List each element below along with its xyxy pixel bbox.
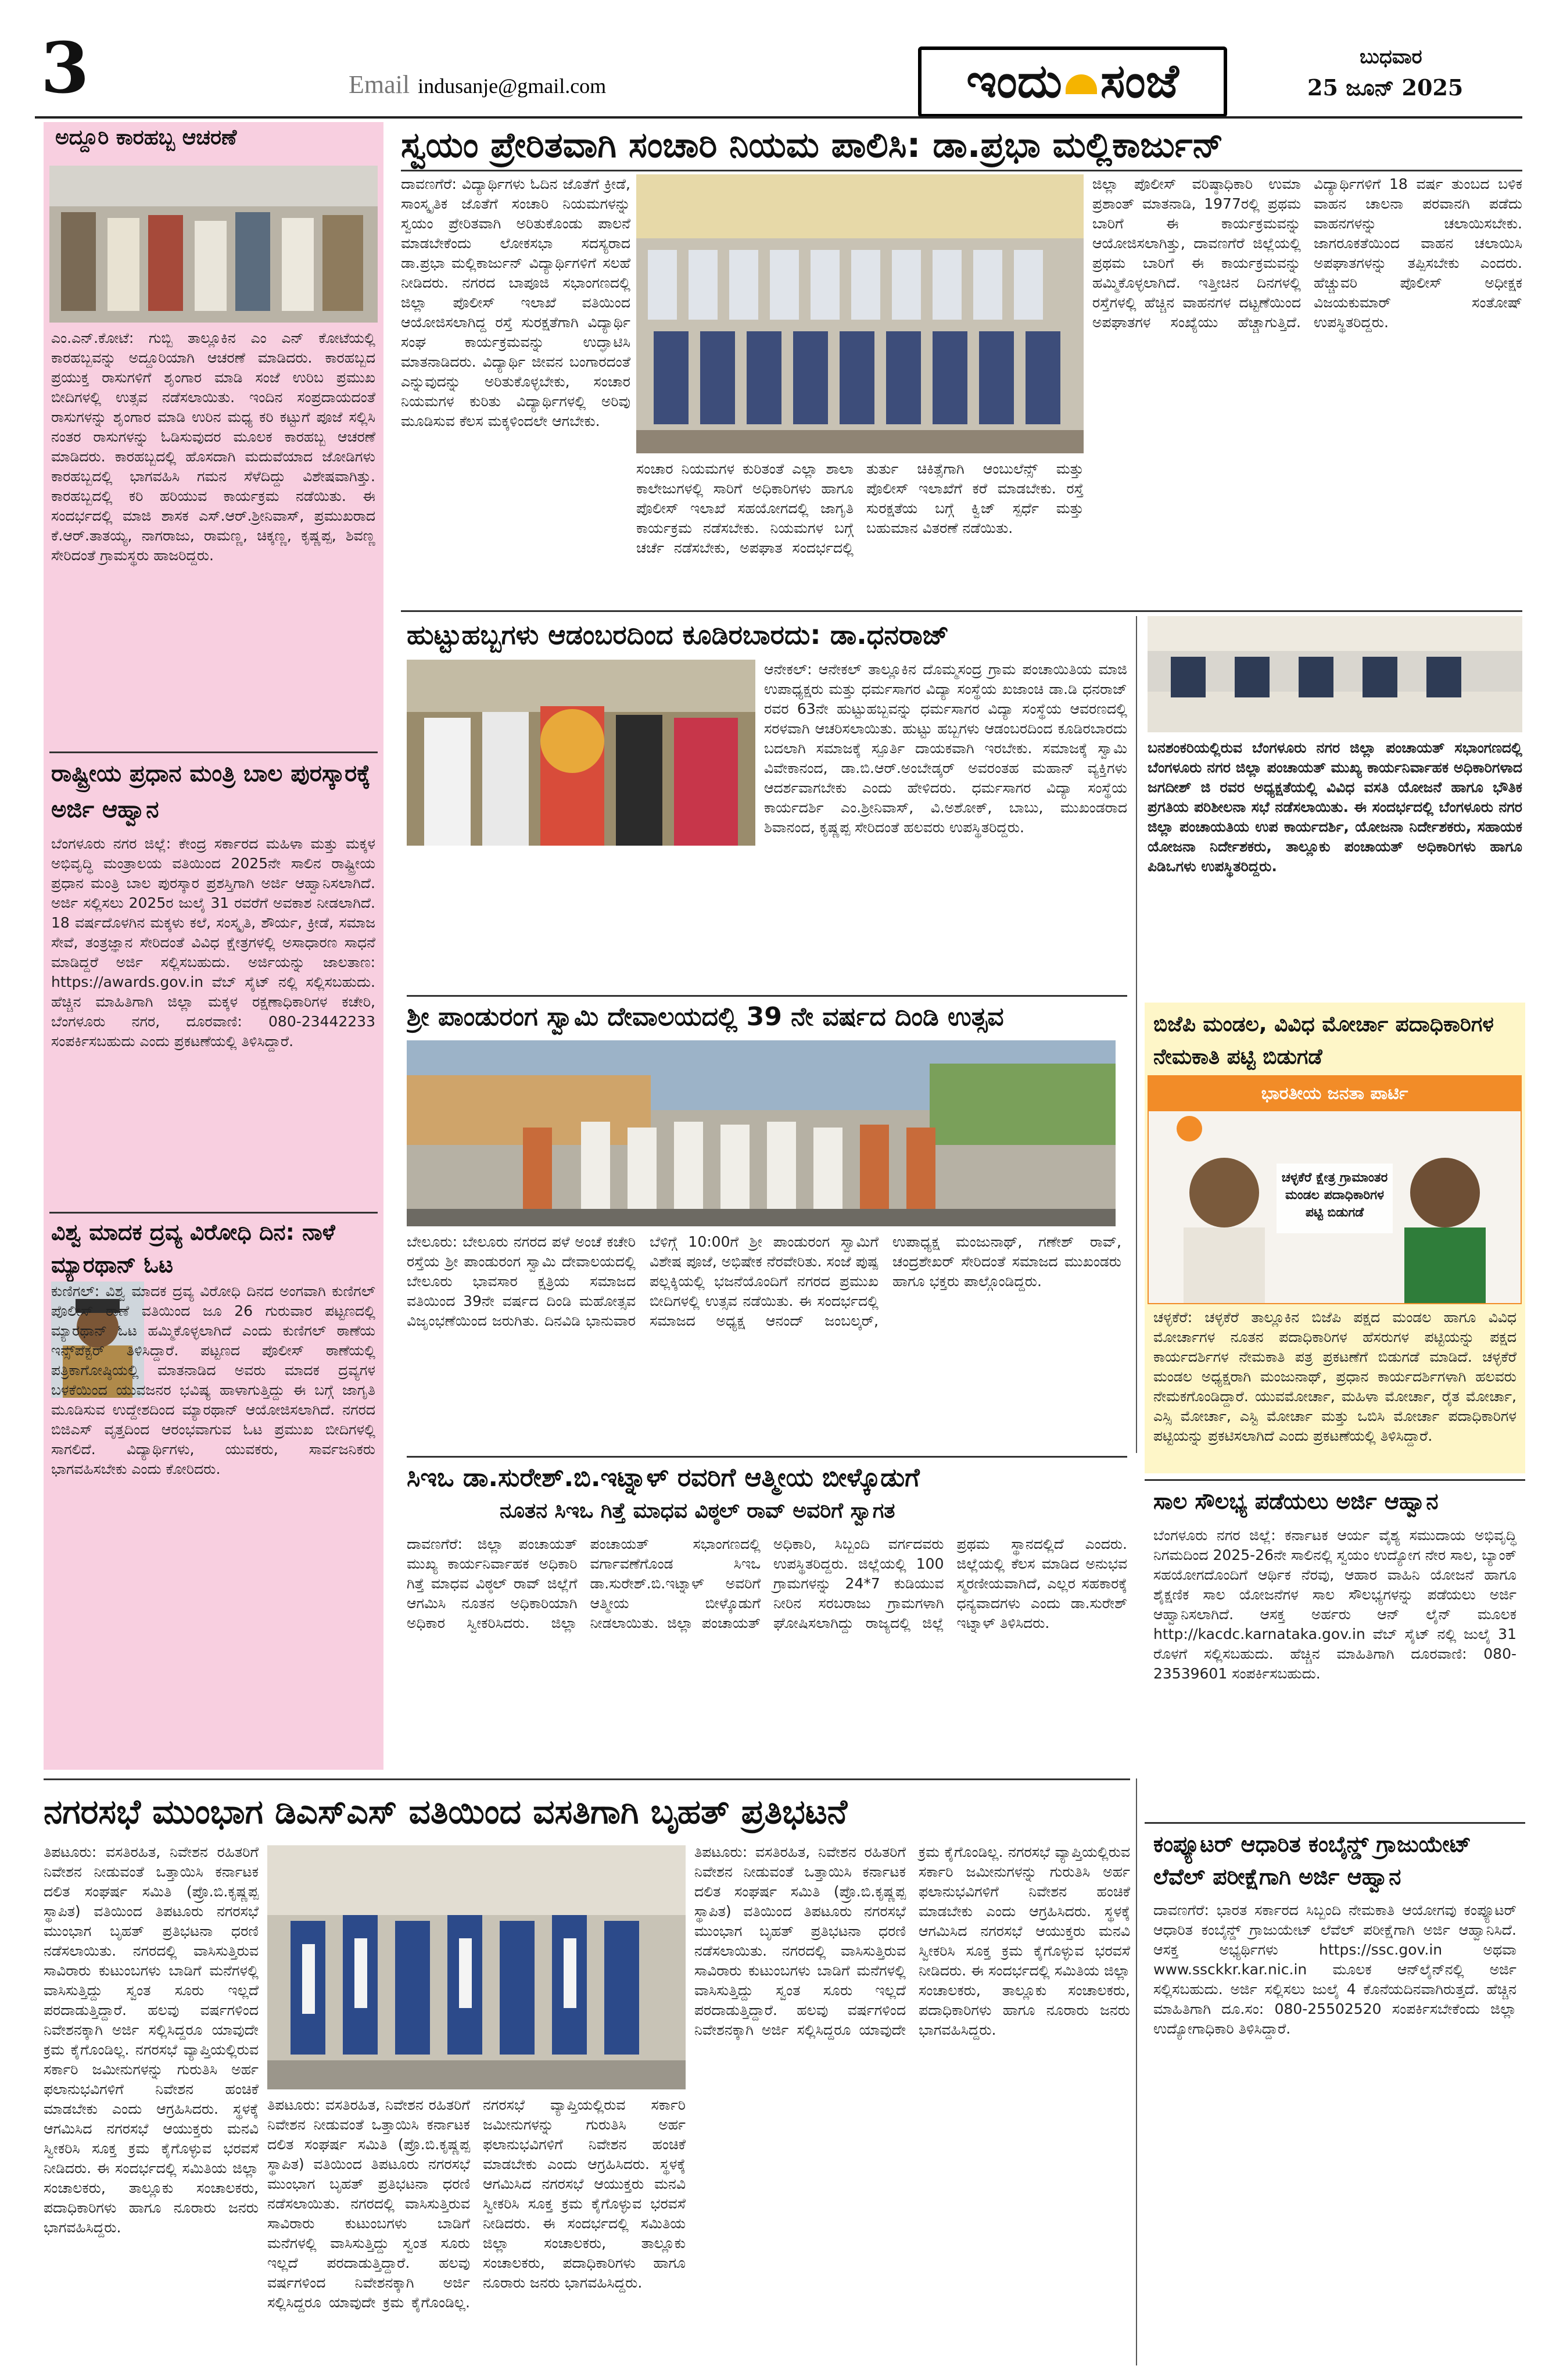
story4-headline: ಸಿಇಒ ಡಾ.ಸುರೇಶ್.ಬಿ.ಇಟ್ನಾಳ್ ರವರಿಗೆ ಆತ್ಮೀಯ ಬೀಳ್ಕೊಡುಗೆ (407, 1463, 920, 1493)
lead-headline: ಸ್ವಯಂ ಪ್ರೇರಿತವಾಗಿ ಸಂಚಾರಿ ನಿಯಮ ಪಾಲಿಸಿ: ಡಾ.ಪ್ರಭಾ ಮಲ್ಲಿಕಾರ್ಜುನ್ (401, 125, 1224, 166)
bottom-photo (267, 1845, 686, 2089)
left-story2-body: ಬೆಂಗಳೂರು ನಗರ ಜಿಲ್ಲೆ: ಕೇಂದ್ರ ಸರ್ಕಾರದ ಮಹಿಳಾ ಮತ್ತು ಮಕ್ಕಳ ಅಭಿವೃದ್ಧಿ ಮಂತ್ರಾಲಯ ವತಿಯಿಂದ 2025ನೇ ಸಾಲಿನ ರಾಷ್ಟ್ರೀಯ ಪ್ರಧಾನ ಮಂತ್ರಿ ಬಾಲ ಪುರಸ್ಕಾರ ಪ್ರಶಸ್ತಿಗಾಗಿ ಅರ್ಜಿ ಆಹ್ವಾನಿಸಲಾಗಿದೆ. ಅರ್ಜಿ ಸಲ್ಲಿಸಲು 2025ರ ಜುಲೈ 31 ರವರೆಗೆ ಅವಕಾಶ ನೀಡಲಾಗಿದೆ. 18 ವರ್ಷದೊಳಗಿನ ಮಕ್ಕಳು ಕಲೆ, ಸಂಸ್ಕೃತಿ, ಶೌರ್ಯ, ಕ್ರೀಡೆ, ಸಮಾಜ ಸೇವೆ, ತಂತ್ರಜ್ಞಾನ ಸೇರಿದಂತೆ ವಿವಿಧ ಕ್ಷೇತ್ರಗಳಲ್ಲಿ ಅಸಾಧಾರಣ ಸಾಧನೆ ಮಾಡಿದ್ದರೆ ಅರ್ಜಿ ಸಲ್ಲಿಸಬಹುದು. ಅರ್ಜಿಯನ್ನು ಜಾಲತಾಣ: https://awards.gov.in ವೆಬ್ ಸೈಟ್ ನಲ್ಲಿ ಸಲ್ಲಿಸಬಹುದು. ಹೆಚ್ಚಿನ ಮಾಹಿತಿಗಾಗಿ ಜಿಲ್ಲಾ ಮಕ್ಕಳ ರಕ್ಷಣಾಧಿಕಾರಿಗಳ ಕಚೇರಿ, ಬೆಂಗಳೂರು ನಗರ, ದೂರವಾಣಿ: 080-23442233 ಸಂಪರ್ಕಿಸಬಹುದು ಎಂದು ಪ್ರಕಟಣೆಯಲ್ಲಿ ತಿಳಿಸಿದ್ದಾರೆ. (51, 835, 375, 1050)
lead-body-left: ದಾವಣಗೆರೆ: ವಿದ್ಯಾರ್ಥಿಗಳು ಓದಿನ ಜೊತೆಗೆ ಕ್ರೀಡೆ, ಸಾಂಸ್ಕೃತಿಕ ಜೊತೆಗೆ ಸಂಚಾರಿ ನಿಯಮಗಳನ್ನು ಸ್ವಯಂ ಪ್ರೇರಿತವಾಗಿ ಅರಿತುಕೊಂಡು ಪಾಲನೆ ಮಾಡಬೇಕೆಂದು ಲೋಕಸಭಾ ಸದಸ್ಯರಾದ ಡಾ.ಪ್ರಭಾ ಮಲ್ಲಿಕಾರ್ಜುನ್ ವಿದ್ಯಾರ್ಥಿಗಳಿಗೆ ಸಲಹೆ ನೀಡಿದರು. ನಗರದ ಬಾಪೂಜಿ ಸಭಾಂಗಣದಲ್ಲಿ ಜಿಲ್ಲಾ ಪೊಲೀಸ್ ಇಲಾಖೆ ವತಿಯಿಂದ ಆಯೋಜಿಸಲಾಗಿದ್ದ ರಸ್ತೆ ಸುರಕ್ಷತೆಗಾಗಿ ವಿದ್ಯಾರ್ಥಿ ಸಂಘ ಕಾರ್ಯಕ್ರಮವನ್ನು ಉದ್ಘಾಟಿಸಿ ಮಾತನಾಡಿದರು. ವಿದ್ಯಾರ್ಥಿ ಜೀವನ ಬಂಗಾರದಂತೆ ಎನ್ನುವುದನ್ನು ಅರಿತುಕೊಳ್ಳಬೇಕು, ಸಂಚಾರ ನಿಯಮಗಳ ಕುರಿತು ವಿದ್ಯಾರ್ಥಿಗಳಲ್ಲಿ ಅರಿವು ಮೂಡಿಸುವ ಕೆಲಸ ಮಕ್ಕಳಿಂದಲೇ ಆಗಬೇಕು. (401, 176, 630, 430)
header-rule (35, 116, 1522, 119)
email-address[interactable]: indusanje@gmail.com (418, 74, 607, 98)
story3-body: ಬೇಲೂರು: ಬೇಲೂರು ನಗರದ ಪಳೆ ಅಂಚೆ ಕಚೇರಿ ರಸ್ತೆಯ ಶ್ರೀ ಪಾಂಡುರಂಗ ಸ್ವಾಮಿ ದೇವಾಲಯದಲ್ಲಿ ಬೇಲೂರು ಭಾವಸಾರ ಕ್ಷತ್ರಿಯ ಸಮಾಜದ ವತಿಯಿಂದ 39ನೇ ವರ್ಷದ ದಿಂಡಿ ಮಹೋತ್ಸವ ವಿಜೃಂಭಣೆಯಿಂದ ಜರುಗಿತು. ದಿನವಿಡಿ ಭಾನುವಾರ ಬೆಳಿಗ್ಗೆ 10:00ಗೆ ಶ್ರೀ ಪಾಂಡುರಂಗ ಸ್ವಾಮಿಗೆ ವಿಶೇಷ ಪೂಜೆ, ಅಭಿಷೇಕ ನೆರವೇರಿತು. ಸಂಜೆ ಪುಷ್ಪ ಪಲ್ಲಕ್ಕಿಯಲ್ಲಿ ಭಜನೆಯೊಂದಿಗೆ ನಗರದ ಪ್ರಮುಖ ಬೀದಿಗಳಲ್ಲಿ ಉತ್ಸವ ನಡೆಯಿತು. ಈ ಸಂದರ್ಭದಲ್ಲಿ ಸಮಾಜದ ಅಧ್ಯಕ್ಷ ಆನಂದ್ ಜಂಬಲ್ಕರ್, ಉಪಾಧ್ಯಕ್ಷ ಮಂಜುನಾಥ್, ಗಣೇಶ್ ರಾವ್, ಚಂದ್ರಶೇಖರ್ ಸೇರಿದಂತೆ ಸಮಾಜದ ಮುಖಂಡರು ಹಾಗೂ ಭಕ್ತರು ಪಾಲ್ಗೊಂಡಿದ್ದರು. (407, 1233, 1121, 1329)
right-story2-body: ಚಳ್ಳಕೆರೆ: ಚಳ್ಳಕೆರೆ ತಾಲ್ಲೂಕಿನ ಬಿಜೆಪಿ ಪಕ್ಷದ ಮಂಡಲ ಹಾಗೂ ವಿವಿಧ ಮೋರ್ಚಾಗಳ ನೂತನ ಪದಾಧಿಕಾರಿಗಳ ಹೆಸರುಗಳ ಪಟ್ಟಿಯನ್ನು ಪಕ್ಷದ ಕಾರ್ಯದರ್ಶಿಗಳ ನೇಮಕಾತಿ ಪತ್ರ ಪ್ರಕಟಣೆಗೆ ಬಿಡುಗಡೆ ಮಾಡಿದೆ. ಚಳ್ಳಕೆರೆ ಮಂಡಲ ಅಧ್ಯಕ್ಷರಾಗಿ ಮಂಜುನಾಥ್, ಪ್ರಧಾನ ಕಾರ್ಯದರ್ಶಿಗಳಾಗಿ ಹಲವರು ನೇಮಕಗೊಂಡಿದ್ದಾರೆ. ಯುವಮೋರ್ಚಾ, ಮಹಿಳಾ ಮೋರ್ಚಾ, ರೈತ ಮೋರ್ಚಾ, ಎಸ್ಸಿ ಮೋರ್ಚಾ, ಎಸ್ಟಿ ಮೋರ್ಚಾ ಮತ್ತು ಒಬಿಸಿ ಮೋರ್ಚಾ ಪದಾಧಿಕಾರಿಗಳ ಪಟ್ಟಿಯನ್ನು ಪ್ರಕಟಿಸಲಾಗಿದೆ ಎಂದು ಪ್ರಕಟಣೆಯಲ್ಲಿ ತಿಳಿಸಿದ್ದಾರೆ. (1153, 1309, 1516, 1444)
story4-subhead: ನೂತನ ಸಿಇಒ ಗಿತ್ತೆ ಮಾಧವ ವಿಠ್ಠಲ್ ರಾವ್ ಅವರಿಗೆ ಸ್ವಾಗತ (500, 1499, 895, 1523)
divider (44, 1778, 1130, 1780)
bjp-photo-caption: ಚಳ್ಳಕೆರೆ ಕ್ಷೇತ್ರ ಗ್ರಾಮಾಂತರ ಮಂಡಲ ಪದಾಧಿಕಾರಿಗಳ ಪಟ್ಟಿ ಬಿಡುಗಡೆ (1281, 1171, 1388, 1220)
email-line (349, 70, 606, 99)
email-label: Email (349, 70, 410, 99)
divider (1145, 1822, 1525, 1824)
masthead-logo (918, 46, 1227, 117)
left-story2-title: ರಾಷ್ಟ್ರೀಯ ಪ್ರಧಾನ ಮಂತ್ರಿ ಬಾಲ ಪುರಸ್ಕಾರಕ್ಕೆ ಅರ್ಜಿ ಆಹ್ವಾನ (51, 760, 371, 823)
story3-headline: ಶ್ರೀ ಪಾಂಡುರಂಗ ಸ್ವಾಮಿ ದೇವಾಲಯದಲ್ಲಿ 39 ನೇ ವರ್ಷದ ದಿಂಡಿ ಉತ್ಸವ (407, 1002, 1004, 1032)
divider (401, 170, 1522, 171)
bottom-body-right: ತಿಪಟೂರು: ವಸತಿರಹಿತ, ನಿವೇಶನ ರಹಿತರಿಗೆ ನಿವೇಶನ ನೀಡುವಂತೆ ಒತ್ತಾಯಿಸಿ ಕರ್ನಾಟಕ ದಲಿತ ಸಂಘರ್ಷ ಸಮಿತಿ (ಪ್ರೊ.ಬಿ.ಕೃಷ್ಣಪ್ಪ ಸ್ಥಾಪಿತ) ವತಿಯಿಂದ ತಿಪಟೂರು ನಗರಸಭೆ ಮುಂಭಾಗ ಬೃಹತ್ ಪ್ರತಿಭಟನಾ ಧರಣಿ ನಡೆಸಲಾಯಿತು. ನಗರದಲ್ಲಿ ವಾಸಿಸುತ್ತಿರುವ ಸಾವಿರಾರು ಕುಟುಂಬಗಳು ಬಾಡಿಗೆ ಮನೆಗಳಲ್ಲಿ ವಾಸಿಸುತ್ತಿದ್ದು ಸ್ವಂತ ಸೂರು ಇಲ್ಲದೆ ಪರದಾಡುತ್ತಿದ್ದಾರೆ. ಹಲವು ವರ್ಷಗಳಿಂದ ನಿವೇಶನಕ್ಕಾಗಿ ಅರ್ಜಿ ಸಲ್ಲಿಸಿದ್ದರೂ ಯಾವುದೇ ಕ್ರಮ ಕೈಗೊಂಡಿಲ್ಲ. ನಗರಸಭೆ ವ್ಯಾಪ್ತಿಯಲ್ಲಿರುವ ಸರ್ಕಾರಿ ಜಮೀನುಗಳನ್ನು ಗುರುತಿಸಿ ಅರ್ಹ ಫಲಾನುಭವಿಗಳಿಗೆ ನಿವೇಶನ ಹಂಚಿಕೆ ಮಾಡಬೇಕು ಎಂದು ಆಗ್ರಹಿಸಿದರು. ಸ್ಥಳಕ್ಕೆ ಆಗಮಿಸಿದ ನಗರಸಭೆ ಆಯುಕ್ತರು ಮನವಿ ಸ್ವೀಕರಿಸಿ ಸೂಕ್ತ ಕ್ರಮ ಕೈಗೊಳ್ಳುವ ಭರವಸೆ ನೀಡಿದರು. ಈ ಸಂದರ್ಭದಲ್ಲಿ ಸಮಿತಿಯ ಜಿಲ್ಲಾ ಸಂಚಾಲಕರು, ತಾಲ್ಲೂಕು ಸಂಚಾಲಕರು, ಪದಾಧಿಕಾರಿಗಳು ಹಾಗೂ ನೂರಾರು ಜನರು ಭಾಗವಹಿಸಿದ್ದರು. (694, 1844, 1130, 2038)
story2-body: ಆನೇಕಲ್: ಆನೇಕಲ್ ತಾಲ್ಲೂಕಿನ ದೊಮ್ಮಸಂದ್ರ ಗ್ರಾಮ ಪಂಚಾಯಿತಿಯ ಮಾಜಿ ಉಪಾಧ್ಯಕ್ಷರು ಮತ್ತು ಧರ್ಮಸಾಗರ ವಿದ್ಯಾ ಸಂಸ್ಥೆಯ ಖಜಾಂಚಿ ಡಾ.ಡಿ ಧನರಾಜ್ ರವರ 63ನೇ ಹುಟ್ಟುಹಬ್ಬವನ್ನು ಧರ್ಮಸಾಗರ ವಿದ್ಯಾ ಸಂಸ್ಥೆಯ ಆವರಣದಲ್ಲಿ ಸರಳವಾಗಿ ಆಚರಿಸಲಾಯಿತು. ಹುಟ್ಟು ಹಬ್ಬಗಳು ಆಡಂಬರದಿಂದ ಕೂಡಿರಬಾರದು ಬದಲಾಗಿ ಸಮಾಜಕ್ಕೆ ಸ್ಪೂರ್ತಿ ದಾಯಕವಾಗಿ ಇರಬೇಕು. ಸಮಾಜಕ್ಕೆ ಸ್ವಾಮಿ ವಿವೇಕಾನಂದ, ಡಾ.ಬಿ.ಆರ್.ಅಂಬೇಡ್ಕರ್ ಅವರಂತಹ ಮಹಾನ್ ವ್ಯಕ್ತಿಗಳು ಆದರ್ಶವಾಗಬೇಕು ಎಂದು ಹೇಳಿದರು. ಧರ್ಮಸಾಗರ ವಿದ್ಯಾ ಸಂಸ್ಥೆಯ ಕಾರ್ಯದರ್ಶಿ ಎಂ.ಶ್ರೀನಿವಾಸ್, ವಿ.ಅಶೋಕ್, ಬಾಬು, ಮುಖಂಡರಾದ ಶಿವಾನಂದ, ಕೃಷ್ಣಪ್ಪ ಸೇರಿದಂತೆ ಹಲವರು ಉಪಸ್ಥಿತರಿದ್ದರು. (764, 661, 1127, 836)
bjp-banner (1149, 1076, 1521, 1111)
story2-photo (407, 660, 755, 846)
left-story1-photo (49, 166, 378, 323)
right-story4-body: ದಾವಣಗೆರೆ: ಭಾರತ ಸರ್ಕಾರದ ಸಿಬ್ಬಂದಿ ನೇಮಕಾತಿ ಆಯೋಗವು ಕಂಪ್ಯೂಟರ್ ಆಧಾರಿತ ಕಂಬೈನ್ಡ್ ಗ್ರಾಜುಯೇಟ್ ಲೆವೆಲ್ ಪರೀಕ್ಷೆಗಾಗಿ ಅರ್ಜಿ ಆಹ್ವಾನಿಸಿದೆ. ಆಸಕ್ತ ಅಭ್ಯರ್ಥಿಗಳು https://ssc.gov.in ಅಥವಾ www.ssckkr.kar.nic.in ಮೂಲಕ ಆನ್‌ಲೈನ್‌ನಲ್ಲಿ ಅರ್ಜಿ ಸಲ್ಲಿಸಬಹುದು. ಅರ್ಜಿ ಸಲ್ಲಿಸಲು ಜುಲೈ 4 ಕೊನೆಯದಿನವಾಗಿರುತ್ತದೆ. ಹೆಚ್ಚಿನ ಮಾಹಿತಿಗಾಗಿ ದೂ.ಸಂ: 080-25502520 ಸಂಪರ್ಕಿಸಬೇಕೆಂದು ಜಿಲ್ಲಾ ಉದ್ಯೋಗಾಧಿಕಾರಿ ತಿಳಿಸಿದ್ದಾರೆ. (1153, 1902, 1516, 2037)
bottom-headline: ನಗರಸಭೆ ಮುಂಭಾಗ ಡಿಎಸ್ಎಸ್ ವತಿಯಿಂದ ವಸತಿಗಾಗಿ ಬೃಹತ್ ಪ್ರತಿಭಟನೆ (44, 1792, 848, 1831)
logo-right-text: ಸಂಜೆ (1100, 54, 1179, 108)
right-story1-body: ಬನಶಂಕರಿಯಲ್ಲಿರುವ ಬೆಂಗಳೂರು ನಗರ ಜಿಲ್ಲಾ ಪಂಚಾಯತ್ ಸಭಾಂಗಣದಲ್ಲಿ ಬೆಂಗಳೂರು ನಗರ ಜಿಲ್ಲಾ ಪಂಚಾಯತ್ ಮುಖ್ಯ ಕಾರ್ಯನಿರ್ವಾಹಕ ಅಧಿಕಾರಿಗಳಾದ ಜಗದೀಶ್ ಜಿ ರವರ ಅಧ್ಯಕ್ಷತೆಯಲ್ಲಿ ವಿವಿಧ ವಸತಿ ಯೋಜನೆ ಹಾಗೂ ಭೌತಿಕ ಪ್ರಗತಿಯ ಪರಿಶೀಲನಾ ಸಭೆ ನಡೆಸಲಾಯಿತು. ಈ ಸಂದರ್ಭದಲ್ಲಿ ಬೆಂಗಳೂರು ನಗರ ಜಿಲ್ಲಾ ಪಂಚಾಯತಿಯ ಉಪ ಕಾರ್ಯದರ್ಶಿ, ಯೋಜನಾ ನಿರ್ದೇಶಕರು, ಸಹಾಯಕ ಯೋಜನಾ ನಿರ್ದೇಶಕರು, ತಾಲ್ಲೂಕು ಪಂಚಾಯತ್ ಅಧಿಕಾರಿಗಳು ಹಾಗೂ ಪಿಡಿಒಗಳು ಉಪಸ್ಥಿತರಿದ್ದರು. (1148, 739, 1522, 875)
right-story3-body: ಬೆಂಗಳೂರು ನಗರ ಜಿಲ್ಲೆ: ಕರ್ನಾಟಕ ಆರ್ಯ ವೈಶ್ಯ ಸಮುದಾಯ ಅಭಿವೃದ್ಧಿ ನಿಗಮದಿಂದ 2025-26ನೇ ಸಾಲಿನಲ್ಲಿ ಸ್ವಯಂ ಉದ್ಯೋಗ ನೇರ ಸಾಲ, ಬ್ಯಾಂಕ್ ಸಹಯೋಗದೊಂದಿಗೆ ಆರ್ಥಿಕ ನೆರವು, ಆಹಾರ ವಾಹಿನಿ ಯೋಜನೆ ಹಾಗೂ ಶೈಕ್ಷಣಿಕ ಸಾಲ ಯೋಜನೆಗಳ ಸಾಲ ಸೌಲಭ್ಯಗಳನ್ನು ಪಡೆಯಲು ಅರ್ಜಿ ಆಹ್ವಾನಿಸಲಾಗಿದೆ. ಆಸಕ್ತ ಅರ್ಹರು ಆನ್ ಲೈನ್ ಮೂಲಕ http://kacdc.karnataka.gov.in ವೆಬ್ ಸೈಟ್ ನಲ್ಲಿ ಜುಲೈ 31 ರೊಳಗೆ ಸಲ್ಲಿಸಬಹುದು. ಹೆಚ್ಚಿನ ಮಾಹಿತಿಗಾಗಿ ದೂರವಾಣಿ: 080-23539601 ಸಂಪರ್ಕಿಸಬಹುದು. (1153, 1527, 1516, 1682)
left-story1-body: ಎಂ.ಎನ್.ಕೋಟೆ: ಗುಬ್ಬಿ ತಾಲ್ಲೂಕಿನ ಎಂ ಎನ್ ಕೋಟೆಯಲ್ಲಿ ಕಾರಹಬ್ಬವನ್ನು ಅದ್ದೂರಿಯಾಗಿ ಆಚರಣೆ ಮಾಡಿದರು. ಕಾರಹಬ್ಬದ ಪ್ರಯುಕ್ತ ರಾಸುಗಳಿಗೆ ಶೃಂಗಾರ ಮಾಡಿ ಸಂಜೆ ಉರಿಬ ಪ್ರಮುಖ ಬೀದಿಗಳಲ್ಲಿ ಉತ್ಸವ ನಡೆಸಲಾಯಿತು. ಇಂದಿನ ಸಂಪ್ರದಾಯದಂತೆ ರಾಸುಗಳನ್ನು ಶೃಂಗಾರ ಮಾಡಿ ಉರಿನ ಮಧ್ಯ ಕರಿ ಕಟ್ಟುಗೆ ಪೂಜೆ ಸಲ್ಲಿಸಿ ನಂತರ ರಾಸುಗಳನ್ನು ಓಡಿಸುವುದರ ಮೂಲಕ ಕಾರಹಬ್ಬ ಆಚರಣೆ ಮಾಡಿದರು. ಕಾರಹಬ್ಬದಲ್ಲಿ ಹೊಸದಾಗಿ ಮದುವೆಯಾದ ಜೋಡಿಗಳು ಕಾರಹಬ್ಬದಲ್ಲಿ ಭಾಗವಹಿಸಿ ಗಮನ ಸೆಳೆದಿದ್ದು ವಿಶೇಷವಾಗಿತ್ತು. ಕಾರಹಬ್ಬದಲ್ಲಿ ಕರಿ ಹರಿಯುವ ಕಾರ್ಯಕ್ರಮ ನಡೆಯಿತು. ಈ ಸಂದರ್ಭದಲ್ಲಿ ಮಾಜಿ ಶಾಸಕ ಎಸ್.ಆರ್.ಶ್ರೀನಿವಾಸ್, ಪ್ರಮುಖರಾದ ಕೆ.ಆರ್.ತಾತಯ್ಯ, ನಾಗರಾಜು, ರಾಮಣ್ಣ, ಚಿಕ್ಕಣ್ಣ, ಕೃಷ್ಣಪ್ಪ, ಶಿವಣ್ಣ ಸೇರಿದಂತೆ ಗ್ರಾಮಸ್ಥರು ಹಾಜರಿದ್ದರು. (51, 330, 375, 564)
left-story3-title: ವಿಶ್ವ ಮಾದಕ ದ್ರವ್ಯ ವಿರೋಧಿ ದಿನ: ನಾಳೆ ಮ್ಯಾರಥಾನ್ ಓಟ (51, 1219, 335, 1277)
right-story2-title: ಬಿಜೆಪಿ ಮಂಡಲ, ವಿವಿಧ ಮೋರ್ಚಾ ಪದಾಧಿಕಾರಿಗಳ ನೇಮಕಾತಿ ಪಟ್ಟಿ ಬಿಡುಗಡೆ (1153, 1012, 1494, 1069)
bottom-body-photo: ತಿಪಟೂರು: ವಸತಿರಹಿತ, ನಿವೇಶನ ರಹಿತರಿಗೆ ನಿವೇಶನ ನೀಡುವಂತೆ ಒತ್ತಾಯಿಸಿ ಕರ್ನಾಟಕ ದಲಿತ ಸಂಘರ್ಷ ಸಮಿತಿ (ಪ್ರೊ.ಬಿ.ಕೃಷ್ಣಪ್ಪ ಸ್ಥಾಪಿತ) ವತಿಯಿಂದ ತಿಪಟೂರು ನಗರಸಭೆ ಮುಂಭಾಗ ಬೃಹತ್ ಪ್ರತಿಭಟನಾ ಧರಣಿ ನಡೆಸಲಾಯಿತು. ನಗರದಲ್ಲಿ ವಾಸಿಸುತ್ತಿರುವ ಸಾವಿರಾರು ಕುಟುಂಬಗಳು ಬಾಡಿಗೆ ಮನೆಗಳಲ್ಲಿ ವಾಸಿಸುತ್ತಿದ್ದು ಸ್ವಂತ ಸೂರು ಇಲ್ಲದೆ ಪರದಾಡುತ್ತಿದ್ದಾರೆ. ಹಲವು ವರ್ಷಗಳಿಂದ ನಿವೇಶನಕ್ಕಾಗಿ ಅರ್ಜಿ ಸಲ್ಲಿಸಿದ್ದರೂ ಯಾವುದೇ ಕ್ರಮ ಕೈಗೊಂಡಿಲ್ಲ. ನಗರಸಭೆ ವ್ಯಾಪ್ತಿಯಲ್ಲಿರುವ ಸರ್ಕಾರಿ ಜಮೀನುಗಳನ್ನು ಗುರುತಿಸಿ ಅರ್ಹ ಫಲಾನುಭವಿಗಳಿಗೆ ನಿವೇಶನ ಹಂಚಿಕೆ ಮಾಡಬೇಕು ಎಂದು ಆಗ್ರಹಿಸಿದರು. ಸ್ಥಳಕ್ಕೆ ಆಗಮಿಸಿದ ನಗರಸಭೆ ಆಯುಕ್ತರು ಮನವಿ ಸ್ವೀಕರಿಸಿ ಸೂಕ್ತ ಕ್ರಮ ಕೈಗೊಳ್ಳುವ ಭರವಸೆ ನೀಡಿದರು. ಈ ಸಂದರ್ಭದಲ್ಲಿ ಸಮಿತಿಯ ಜಿಲ್ಲಾ ಸಂಚಾಲಕರು, ತಾಲ್ಲೂಕು ಸಂಚಾಲಕರು, ಪದಾಧಿಕಾರಿಗಳು ಹಾಗೂ ನೂರಾರು ಜನರು ಭಾಗವಹಿಸಿದ್ದರು. (267, 2096, 686, 2311)
page-number: 3 (41, 27, 89, 109)
divider (407, 995, 1127, 997)
issue-date: 25 ಜೂನ್ 2025 (1307, 74, 1464, 101)
right-story3-title: ಸಾಲ ಸೌಲಭ್ಯ ಪಡೆಯಲು ಅರ್ಜಿ ಆಹ್ವಾನ (1153, 1488, 1439, 1514)
divider (49, 751, 378, 753)
sun-icon (1066, 74, 1097, 94)
story2-headline: ಹುಟ್ಟುಹಬ್ಬಗಳು ಆಡಂಬರದಿಂದ ಕೂಡಿರಬಾರದು: ಡಾ.ಧನರಾಜ್ (407, 619, 949, 650)
lead-body-right: ಜಿಲ್ಲಾ ಪೊಲೀಸ್ ವರಿಷ್ಠಾಧಿಕಾರಿ ಉಮಾ ಪ್ರಶಾಂತ್ ಮಾತನಾಡಿ, 1977ರಲ್ಲಿ ಪ್ರಥಮ ಬಾರಿಗೆ ಈ ಕಾರ್ಯಕ್ರಮವನ್ನು ಆಯೋಜಿಸಲಾಗಿತ್ತು, ದಾವಣಗೆರೆ ಜಿಲ್ಲೆಯಲ್ಲಿ ಪ್ರಥಮ ಬಾರಿಗೆ ಈ ಕಾರ್ಯಕ್ರಮವನ್ನು ಹಮ್ಮಿಕೊಳ್ಳಲಾಗಿದೆ. ಇತ್ತೀಚಿನ ದಿನಗಳಲ್ಲಿ ರಸ್ತೆಗಳಲ್ಲಿ ಹೆಚ್ಚಿನ ವಾಹನಗಳ ದಟ್ಟಣೆಯಿಂದ ಅಪಘಾತಗಳ ಸಂಖ್ಯೆಯು ಹೆಚ್ಚಾಗುತ್ತಿದೆ. ವಿದ್ಯಾರ್ಥಿಗಳಿಗೆ 18 ವರ್ಷ ತುಂಬದ ಬಳಿಕ ವಾಹನ ಚಾಲನಾ ಪರವಾನಗಿ ಪಡೆದು ವಾಹನಗಳನ್ನು ಚಲಾಯಿಸಬೇಕು. ಜಾಗರೂಕತೆಯಿಂದ ವಾಹನ ಚಲಾಯಿಸಿ ಅಪಘಾತಗಳನ್ನು ತಪ್ಪಿಸಬೇಕು ಎಂದರು. ಹೆಚ್ಚುವರಿ ಪೊಲೀಸ್ ಅಧೀಕ್ಷಕ ವಿಜಯಕುಮಾರ್ ಸಂತೋಷ್ ಉಪಸ್ಥಿತರಿದ್ದರು. (1092, 176, 1522, 331)
left-story3-body: ಕುಣಿಗಲ್: ವಿಶ್ವ ಮಾದಕ ದ್ರವ್ಯ ವಿರೋಧಿ ದಿನದ ಅಂಗವಾಗಿ ಕುಣಿಗಲ್ ಪೊಲೀಸ್ ಠಾಣೆ ವತಿಯಿಂದ ಜೂ 26 ಗುರುವಾರ ಪಟ್ಟಣದಲ್ಲಿ ಮ್ಯಾರಥಾನ್ ಓಟ ಹಮ್ಮಿಕೊಳ್ಳಲಾಗಿದೆ ಎಂದು ಕುಣಿಗಲ್ ಠಾಣೆಯ ಇನ್ಸ್‌ಪೆಕ್ಟರ್ ತಿಳಿಸಿದ್ದಾರೆ. ಪಟ್ಟಣದ ಪೊಲೀಸ್ ಠಾಣೆಯಲ್ಲಿ ಪತ್ರಿಕಾಗೋಷ್ಠಿಯಲ್ಲಿ ಮಾತನಾಡಿದ ಅವರು ಮಾದಕ ದ್ರವ್ಯಗಳ ಬಳಕೆಯಿಂದ ಯುವಜನರ ಭವಿಷ್ಯ ಹಾಳಾಗುತ್ತಿದ್ದು ಈ ಬಗ್ಗೆ ಜಾಗೃತಿ ಮೂಡಿಸುವ ಉದ್ದೇಶದಿಂದ ಮ್ಯಾರಥಾನ್ ಆಯೋಜಿಸಲಾಗಿದೆ. ನಗರದ ಬಿಜಿಎಸ್ ವೃತ್ತದಿಂದ ಆರಂಭವಾಗುವ ಓಟ ಪ್ರಮುಖ ಬೀದಿಗಳಲ್ಲಿ ಸಾಗಲಿದೆ. ವಿದ್ಯಾರ್ಥಿಗಳು, ಯುವಕರು, ಸಾರ್ವಜನಿಕರು ಭಾಗವಹಿಸಬೇಕು ಎಂದು ಕೋರಿದರು. (51, 1283, 375, 1477)
divider (1145, 1479, 1525, 1481)
left-story1-title: ಅದ್ದೂರಿ ಕಾರಹಬ್ಬ ಆಚರಣೆ (55, 126, 237, 149)
bjp-photo (1148, 1075, 1522, 1304)
logo-left-text: ಇಂದು (966, 54, 1062, 108)
column-divider (1136, 616, 1137, 1453)
bjp-banner-text: ಭಾರತೀಯ ಜನತಾ ಪಾರ್ಟಿ (1261, 1083, 1408, 1104)
lead-body-mid: ಸಂಚಾರ ನಿಯಮಗಳ ಕುರಿತಂತೆ ಎಲ್ಲಾ ಶಾಲಾ ಕಾಲೇಜುಗಳಲ್ಲಿ ಸಾರಿಗೆ ಅಧಿಕಾರಿಗಳು ಹಾಗೂ ಪೊಲೀಸ್ ಇಲಾಖೆ ಸಹಯೋಗದಲ್ಲಿ ಜಾಗೃತಿ ಕಾರ್ಯಕ್ರಮ ನಡೆಸಬೇಕು. ನಿಯಮಗಳ ಬಗ್ಗೆ ಚರ್ಚೆ ನಡೆಸಬೇಕು, ಅಪಘಾತ ಸಂದರ್ಭದಲ್ಲಿ ತುರ್ತು ಚಿಕಿತ್ಸೆಗಾಗಿ ಆಂಬುಲೆನ್ಸ್ ಮತ್ತು ಪೊಲೀಸ್ ಇಲಾಖೆಗೆ ಕರೆ ಮಾಡಬೇಕು. ರಸ್ತೆ ಸುರಕ್ಷತೆಯ ಬಗ್ಗೆ ಕ್ವಿಜ್ ಸ್ಪರ್ಧೆ ಮತ್ತು ಬಹುಮಾನ ವಿತರಣೆ ನಡೆಯಿತು. (636, 460, 1084, 556)
weekday: ಬುಧವಾರ (1360, 45, 1422, 69)
right-story4-title: ಕಂಪ್ಯೂಟರ್ ಆಧಾರಿತ ಕಂಬೈನ್ಡ್ ಗ್ರಾಜುಯೇಟ್ ಲೆವೆಲ್ ಪರೀಕ್ಷೆಗಾಗಿ ಅರ್ಜಿ ಆಹ್ವಾನ (1153, 1831, 1471, 1889)
story4-body: ದಾವಣಗೆರೆ: ಜಿಲ್ಲಾ ಪಂಚಾಯತ್ ಮುಖ್ಯ ಕಾರ್ಯನಿರ್ವಾಹಕ ಅಧಿಕಾರಿ ಗಿತ್ತೆ ಮಾಧವ ವಿಠ್ಠಲ್ ರಾವ್ ಜಿಲ್ಲೆಗೆ ಆಗಮಿಸಿ ನೂತನ ಅಧಿಕಾರಿಯಾಗಿ ಅಧಿಕಾರ ಸ್ವೀಕರಿಸಿದರು. ಜಿಲ್ಲಾ ಪಂಚಾಯತ್ ಸಭಾಂಗಣದಲ್ಲಿ ವರ್ಗಾವಣೆಗೊಂಡ ಸಿಇಒ ಡಾ.ಸುರೇಶ್.ಬಿ.ಇಟ್ನಾಳ್ ಅವರಿಗೆ ಆತ್ಮೀಯ ಬೀಳ್ಕೊಡುಗೆ ನೀಡಲಾಯಿತು. ಜಿಲ್ಲಾ ಪಂಚಾಯತ್ ಅಧಿಕಾರಿ, ಸಿಬ್ಬಂದಿ ವರ್ಗದವರು ಉಪಸ್ಥಿತರಿದ್ದರು. ಜಿಲ್ಲೆಯಲ್ಲಿ 100 ಗ್ರಾಮಗಳನ್ನು 24*7 ಕುಡಿಯುವ ನೀರಿನ ಸರಬರಾಜು ಗ್ರಾಮಗಳಾಗಿ ಘೋಷಿಸಲಾಗಿದ್ದು ರಾಜ್ಯದಲ್ಲಿ ಜಿಲ್ಲೆ ಪ್ರಥಮ ಸ್ಥಾನದಲ್ಲಿದೆ ಎಂದರು. ಜಿಲ್ಲೆಯಲ್ಲಿ ಕೆಲಸ ಮಾಡಿದ ಅನುಭವ ಸ್ಮರಣೀಯವಾಗಿದೆ, ಎಲ್ಲರ ಸಹಕಾರಕ್ಕೆ ಧನ್ಯವಾದಗಳು ಎಂದು ಡಾ.ಸುರೇಶ್ ಇಟ್ನಾಳ್ ತಿಳಿಸಿದರು. (407, 1536, 1127, 1631)
right-story1-photo (1148, 616, 1522, 732)
lead-photo (636, 174, 1084, 453)
divider (401, 610, 1522, 612)
column-divider (1136, 1778, 1137, 2365)
story3-photo (407, 1040, 1116, 1226)
divider (49, 1212, 378, 1214)
bottom-body-left: ತಿಪಟೂರು: ವಸತಿರಹಿತ, ನಿವೇಶನ ರಹಿತರಿಗೆ ನಿವೇಶನ ನೀಡುವಂತೆ ಒತ್ತಾಯಿಸಿ ಕರ್ನಾಟಕ ದಲಿತ ಸಂಘರ್ಷ ಸಮಿತಿ (ಪ್ರೊ.ಬಿ.ಕೃಷ್ಣಪ್ಪ ಸ್ಥಾಪಿತ) ವತಿಯಿಂದ ತಿಪಟೂರು ನಗರಸಭೆ ಮುಂಭಾಗ ಬೃಹತ್ ಪ್ರತಿಭಟನಾ ಧರಣಿ ನಡೆಸಲಾಯಿತು. ನಗರದಲ್ಲಿ ವಾಸಿಸುತ್ತಿರುವ ಸಾವಿರಾರು ಕುಟುಂಬಗಳು ಬಾಡಿಗೆ ಮನೆಗಳಲ್ಲಿ ವಾಸಿಸುತ್ತಿದ್ದು ಸ್ವಂತ ಸೂರು ಇಲ್ಲದೆ ಪರದಾಡುತ್ತಿದ್ದಾರೆ. ಹಲವು ವರ್ಷಗಳಿಂದ ನಿವೇಶನಕ್ಕಾಗಿ ಅರ್ಜಿ ಸಲ್ಲಿಸಿದ್ದರೂ ಯಾವುದೇ ಕ್ರಮ ಕೈಗೊಂಡಿಲ್ಲ. ನಗರಸಭೆ ವ್ಯಾಪ್ತಿಯಲ್ಲಿರುವ ಸರ್ಕಾರಿ ಜಮೀನುಗಳನ್ನು ಗುರುತಿಸಿ ಅರ್ಹ ಫಲಾನುಭವಿಗಳಿಗೆ ನಿವೇಶನ ಹಂಚಿಕೆ ಮಾಡಬೇಕು ಎಂದು ಆಗ್ರಹಿಸಿದರು. ಸ್ಥಳಕ್ಕೆ ಆಗಮಿಸಿದ ನಗರಸಭೆ ಆಯುಕ್ತರು ಮನವಿ ಸ್ವೀಕರಿಸಿ ಸೂಕ್ತ ಕ್ರಮ ಕೈಗೊಳ್ಳುವ ಭರವಸೆ ನೀಡಿದರು. ಈ ಸಂದರ್ಭದಲ್ಲಿ ಸಮಿತಿಯ ಜಿಲ್ಲಾ ಸಂಚಾಲಕರು, ತಾಲ್ಲೂಕು ಸಂಚಾಲಕರು, ಪದಾಧಿಕಾರಿಗಳು ಹಾಗೂ ನೂರಾರು ಜನರು ಭಾಗವಹಿಸಿದ್ದರು. (44, 1844, 259, 2236)
divider (407, 1456, 1127, 1458)
